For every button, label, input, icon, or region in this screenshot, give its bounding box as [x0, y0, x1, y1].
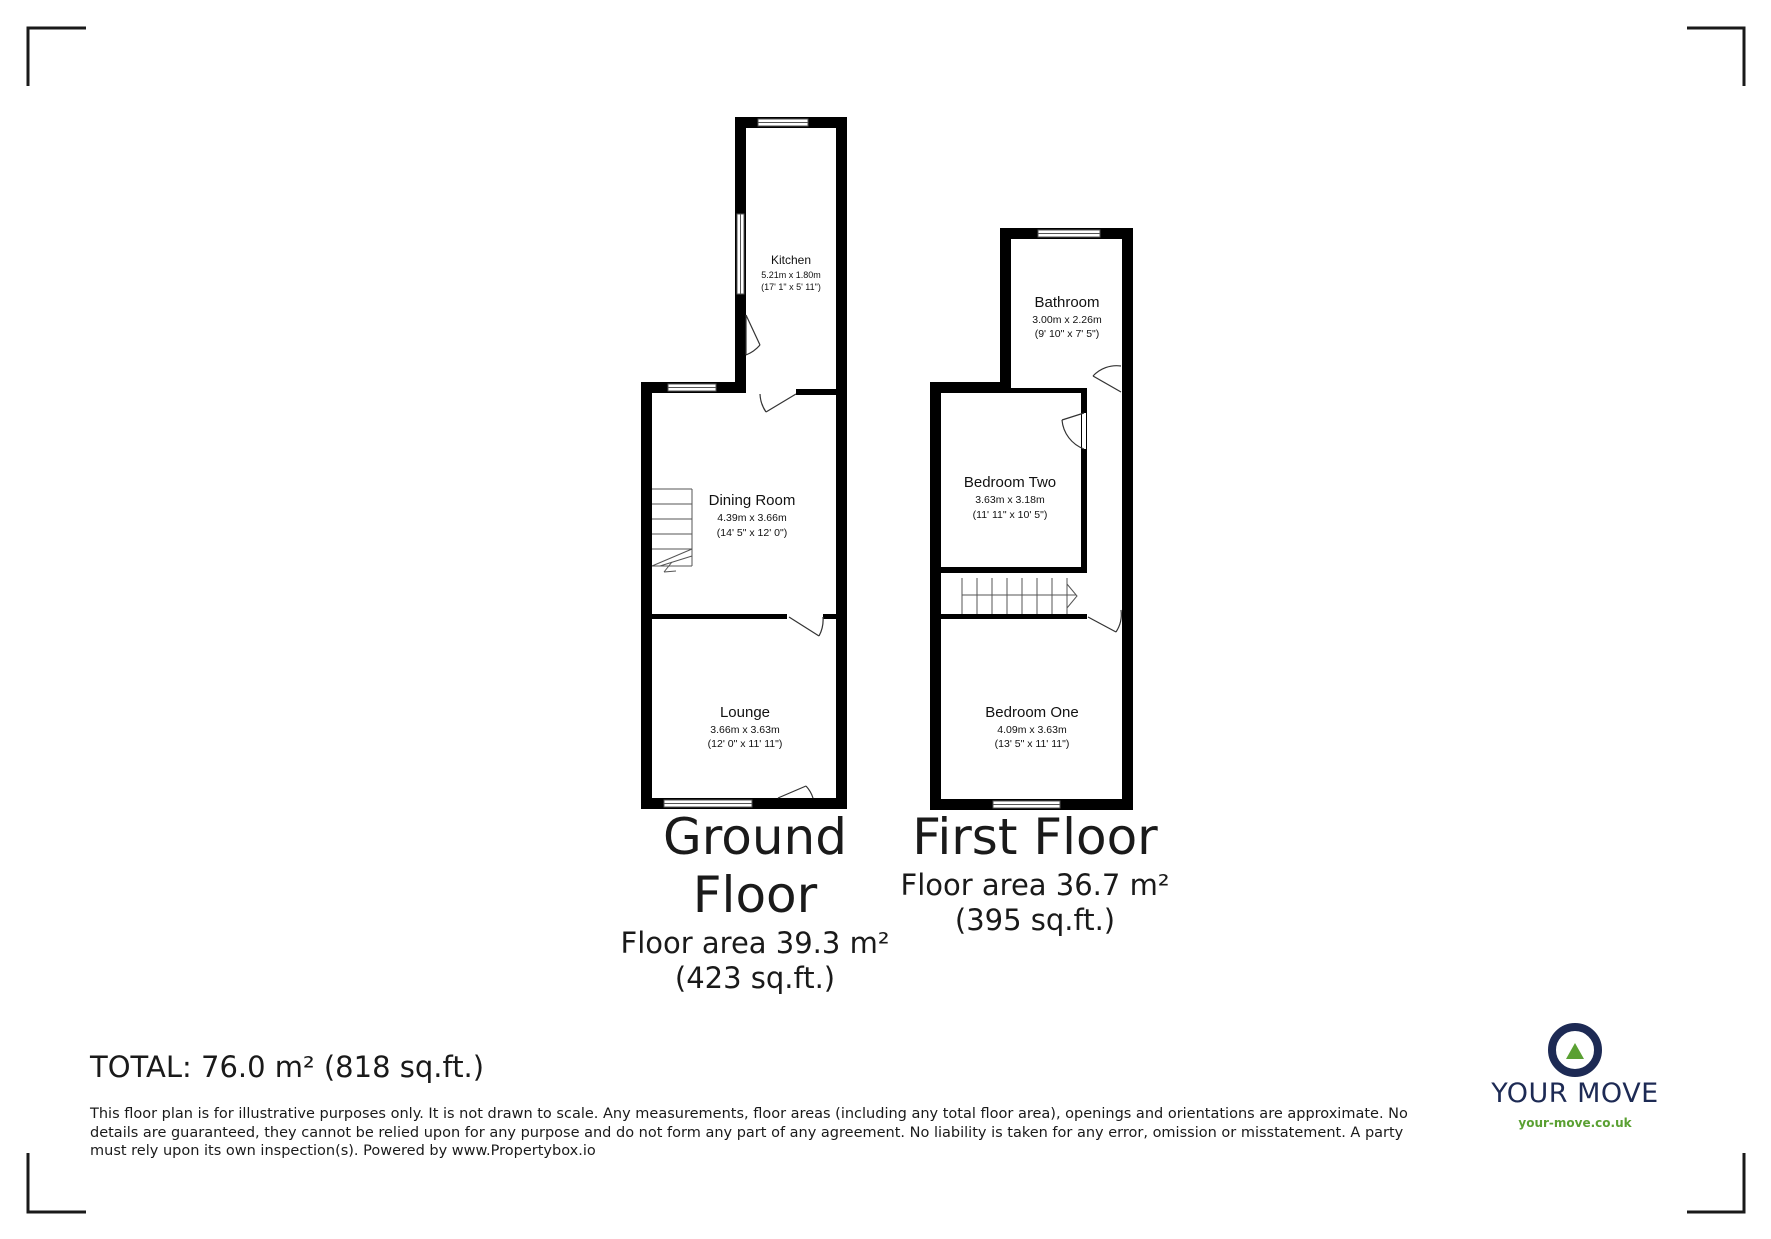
room-dimensions-imperial: (9' 10" x 7' 5") [1034, 328, 1100, 340]
total-area: TOTAL: 76.0 m² (818 sq.ft.) [90, 1050, 485, 1084]
ground-floor-staircase [652, 489, 692, 572]
room-name: Bedroom Two [963, 474, 1057, 491]
ground-floor-title [640, 808, 870, 924]
logo-website: your-move.co.uk [1518, 1116, 1632, 1130]
ground-floor-title-line2: Floor [692, 866, 818, 924]
room-label-bathroom [1032, 294, 1102, 340]
your-move-logo [1470, 1020, 1680, 1140]
room-label-bedroom-one [985, 704, 1078, 750]
first-floor-area-m2: Floor area 36.7 m² [900, 868, 1170, 902]
ground-floor-area-sqft: (423 sq.ft.) [674, 961, 836, 995]
room-name: Lounge [719, 704, 771, 721]
your-move-logo-icon [1470, 1020, 1680, 1080]
first-floor-doors [1062, 366, 1121, 632]
ground-floor-plan [641, 117, 847, 809]
first-floor-area [880, 868, 1190, 938]
disclaimer-text: This floor plan is for illustrative purposes only. It is not drawn to scale. Any measurements, floor areas (including any total floor area), openings and orientations are approximate. No details are guaranteed, they cannot be relied upon for any purpose and do not form any part of any agreement. No liability is taken for any error, omission or misstatement. A party must rely upon its own inspection(s). Powered by www.Propertybox.io [90, 1106, 1408, 1159]
first-floor-title [890, 808, 1180, 866]
first-floor-title-line1: First Floor [912, 808, 1158, 866]
room-dimensions-metric: 5.21m x 1.80m [761, 270, 821, 280]
ground-floor-title-line1: Ground [663, 808, 847, 866]
room-dimensions-imperial: (11' 11" x 10' 5") [972, 509, 1048, 521]
logo-brand-name: YOUR MOVE [1491, 1078, 1659, 1109]
room-name: Kitchen [770, 253, 812, 267]
first-floor-area-sqft: (395 sq.ft.) [954, 903, 1116, 937]
ground-floor-area-m2: Floor area 39.3 m² [620, 926, 890, 960]
room-label-bedroom-two [964, 474, 1056, 521]
room-dimensions-imperial: (12' 0" x 11' 11") [707, 738, 783, 750]
room-dimensions-metric: 4.39m x 3.66m [717, 512, 787, 524]
room-dimensions-metric: 4.09m x 3.63m [997, 724, 1067, 736]
room-label-dining-room [709, 492, 796, 539]
ground-floor-area [600, 926, 910, 996]
first-floor-plan [930, 228, 1133, 810]
room-dimensions-imperial: (17' 1" x 5' 11") [761, 282, 821, 292]
room-label-lounge [708, 704, 783, 750]
room-dimensions-metric: 3.00m x 2.26m [1032, 314, 1102, 326]
room-name: Dining Room [708, 492, 796, 509]
room-dimensions-imperial: (13' 5" x 11' 11") [994, 738, 1070, 750]
room-label-kitchen [761, 253, 821, 292]
room-dimensions-metric: 3.63m x 3.18m [975, 494, 1045, 506]
room-dimensions-imperial: (14' 5" x 12' 0") [716, 527, 788, 539]
room-name: Bathroom [1034, 294, 1100, 311]
first-floor-staircase [962, 578, 1077, 614]
room-dimensions-metric: 3.66m x 3.63m [710, 724, 780, 736]
room-name: Bedroom One [985, 704, 1079, 721]
